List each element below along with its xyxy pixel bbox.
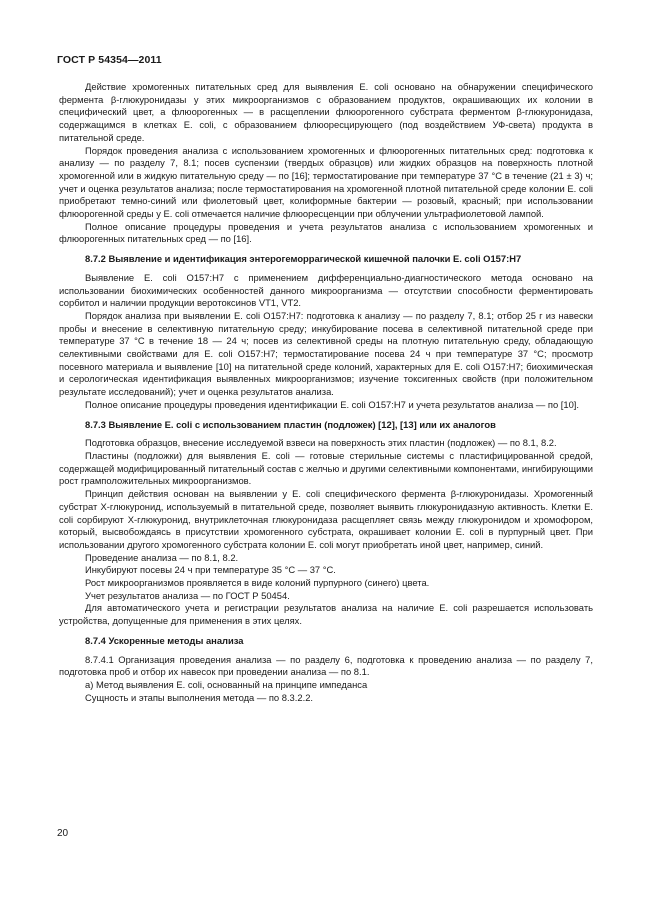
body-paragraph: 8.7.4.1 Организация проведения анализа — по разделу 6, подготовка к проведению анализа — по разделу 7, подготовка проб и отбор их навесок при проведении анализа — по 8.1. bbox=[59, 653, 593, 678]
section-heading: 8.7.3 Выявление E. coli с использованием пластин (подложек) [12], [13] или их аналогов bbox=[85, 418, 496, 430]
body-paragraph: Сущность и этапы выполнения метода — по 8.3.2.2. bbox=[85, 691, 314, 703]
body-paragraph: Действие хромогенных питательных сред для выявления E. coli основано на обнаружении специфического фермента β-глюкуронидазы у этих микроорганизмов с образованием продуктов, окрашивающих их колонии в специфический цвет, а флюорогенных — в расщеплении флюорогенного субстрата ферментом β-глюкуронидаза, содержащимся в клетках E. coli, с образованием флюоресцирующего (под воздействием УФ-света) продукта в питательной среде. bbox=[59, 81, 593, 143]
body-paragraph: Полное описание процедуры проведения и учета результатов анализа с использованием хромогенных и флюорогенных питательных сред — по [16]. bbox=[59, 220, 593, 245]
body-paragraph: Принцип действия основан на выявлении у E. coli специфического фермента β-глюкуронидазы. Хромогенный субстрат Х-глюкуронид, используемый в питательной среде, позволяет выявить глюкуронидазную активность. Клетки E. coli сорбируют Х-глюкуронид, внутриклеточная глюкуронидаза расщепляет связь между глюкуронидом и хромофором, который, высвобождаясь в присутствии хромогенного субстрата, окрашивает колонии E. coli в пурпурный цвет. При использовании другого хромогенного субстрата колонии E. coli могут приобретать иной цвет, например, синий. bbox=[59, 488, 593, 550]
body-paragraph: Выявление E. coli O157:H7 с применением дифференциально-диагностического метода основано на использовании биохимических особенностей данного микроорганизма — отсутствии способности ферментировать сорбитол и наличии продукции веротоксинов VT1, VT2. bbox=[59, 271, 593, 309]
body-paragraph: Рост микроорганизмов проявляется в виде колоний пурпурного (синего) цвета. bbox=[85, 577, 430, 589]
body-paragraph: Учет результатов анализа — по ГОСТ Р 50454. bbox=[85, 589, 290, 601]
body-paragraph: Проведение анализа — по 8.1, 8.2. bbox=[85, 551, 239, 563]
document-body bbox=[59, 81, 593, 704]
body-paragraph: Подготовка образцов, внесение исследуемой взвеси на поверхность этих пластин (подложек) — по 8.1, 8.2. bbox=[85, 437, 557, 449]
body-paragraph: Полное описание процедуры проведения идентификации E. coli O157:H7 и учета результатов анализа — по [10]. bbox=[85, 398, 580, 410]
body-paragraph: Инкубируют посевы 24 ч при температуре 35 °С — 37 °С. bbox=[85, 564, 336, 576]
document-header: ГОСТ Р 54354—2011 bbox=[57, 54, 162, 66]
section-heading: 8.7.2 Выявление и идентификация энтерогеморрагической кишечной палочки E. coli O157:H7 bbox=[85, 253, 522, 265]
body-paragraph: Порядок анализа при выявлении E. coli O157:H7: подготовка к анализу — по разделу 7, 8.1; отбор 25 г из навески пробы и внесение в селективную питательную среду; инкубирование посева в селективной питательной среде при температуре 37 °С в течение 18 — 24 ч; посев из селективной среды на плотную питательную среду, обладающую селективными свойствами для E. coli O157:H7; термостатирование посева 24 ч при температуре 37 °С; просмотр посевного материала и выявление [10] на питательной среде колоний, характерных для E. coli O157:H7; биохимическая и серологическая идентификация выявленных микроорганизмов; изучение токсигенных свойств (при положительном результате исследований); учет и оценка результатов анализа. bbox=[59, 309, 593, 398]
body-paragraph: Порядок проведения анализа с использованием хромогенных и флюорогенных питательных сред: подготовка к анализу — по разделу 7, 8.1; посев суспензии (твердых образцов) или жидких образцов на поверхность плотной хромогенной или в жидкую питательную среду — по [16]; термостатирование при температуре 37 °С в течение (21 ± 3) ч; учет и оценка результатов анализа; после термостатирования на хромогенной плотной питательной среде колонии E. coli приобретают темно-синий или фиолетовый цвет, колиформные бактерии — розовый, красный; при использовании флюорогенной среды у E. coli отмечается наличие флюоресценции при облучении ультрафиолетовой лампой. bbox=[59, 144, 593, 220]
section-heading: 8.7.4 Ускоренные методы анализа bbox=[85, 634, 244, 646]
body-paragraph: Пластины (подложки) для выявления E. coli — готовые стерильные системы с пластифицированной средой, содержащей модифицированный питательный состав с желчью и другими селективными компонентами, ингибирующими рост грамположительных микроорганизмов. bbox=[59, 449, 593, 487]
body-paragraph: а) Метод выявления E. coli, основанный на принципе импеданса bbox=[85, 678, 368, 690]
body-paragraph: Для автоматического учета и регистрации результатов анализа на наличие E. coli разрешается использовать устройства, допущенные для применения в этих целях. bbox=[59, 602, 593, 627]
page-number: 20 bbox=[57, 828, 69, 839]
